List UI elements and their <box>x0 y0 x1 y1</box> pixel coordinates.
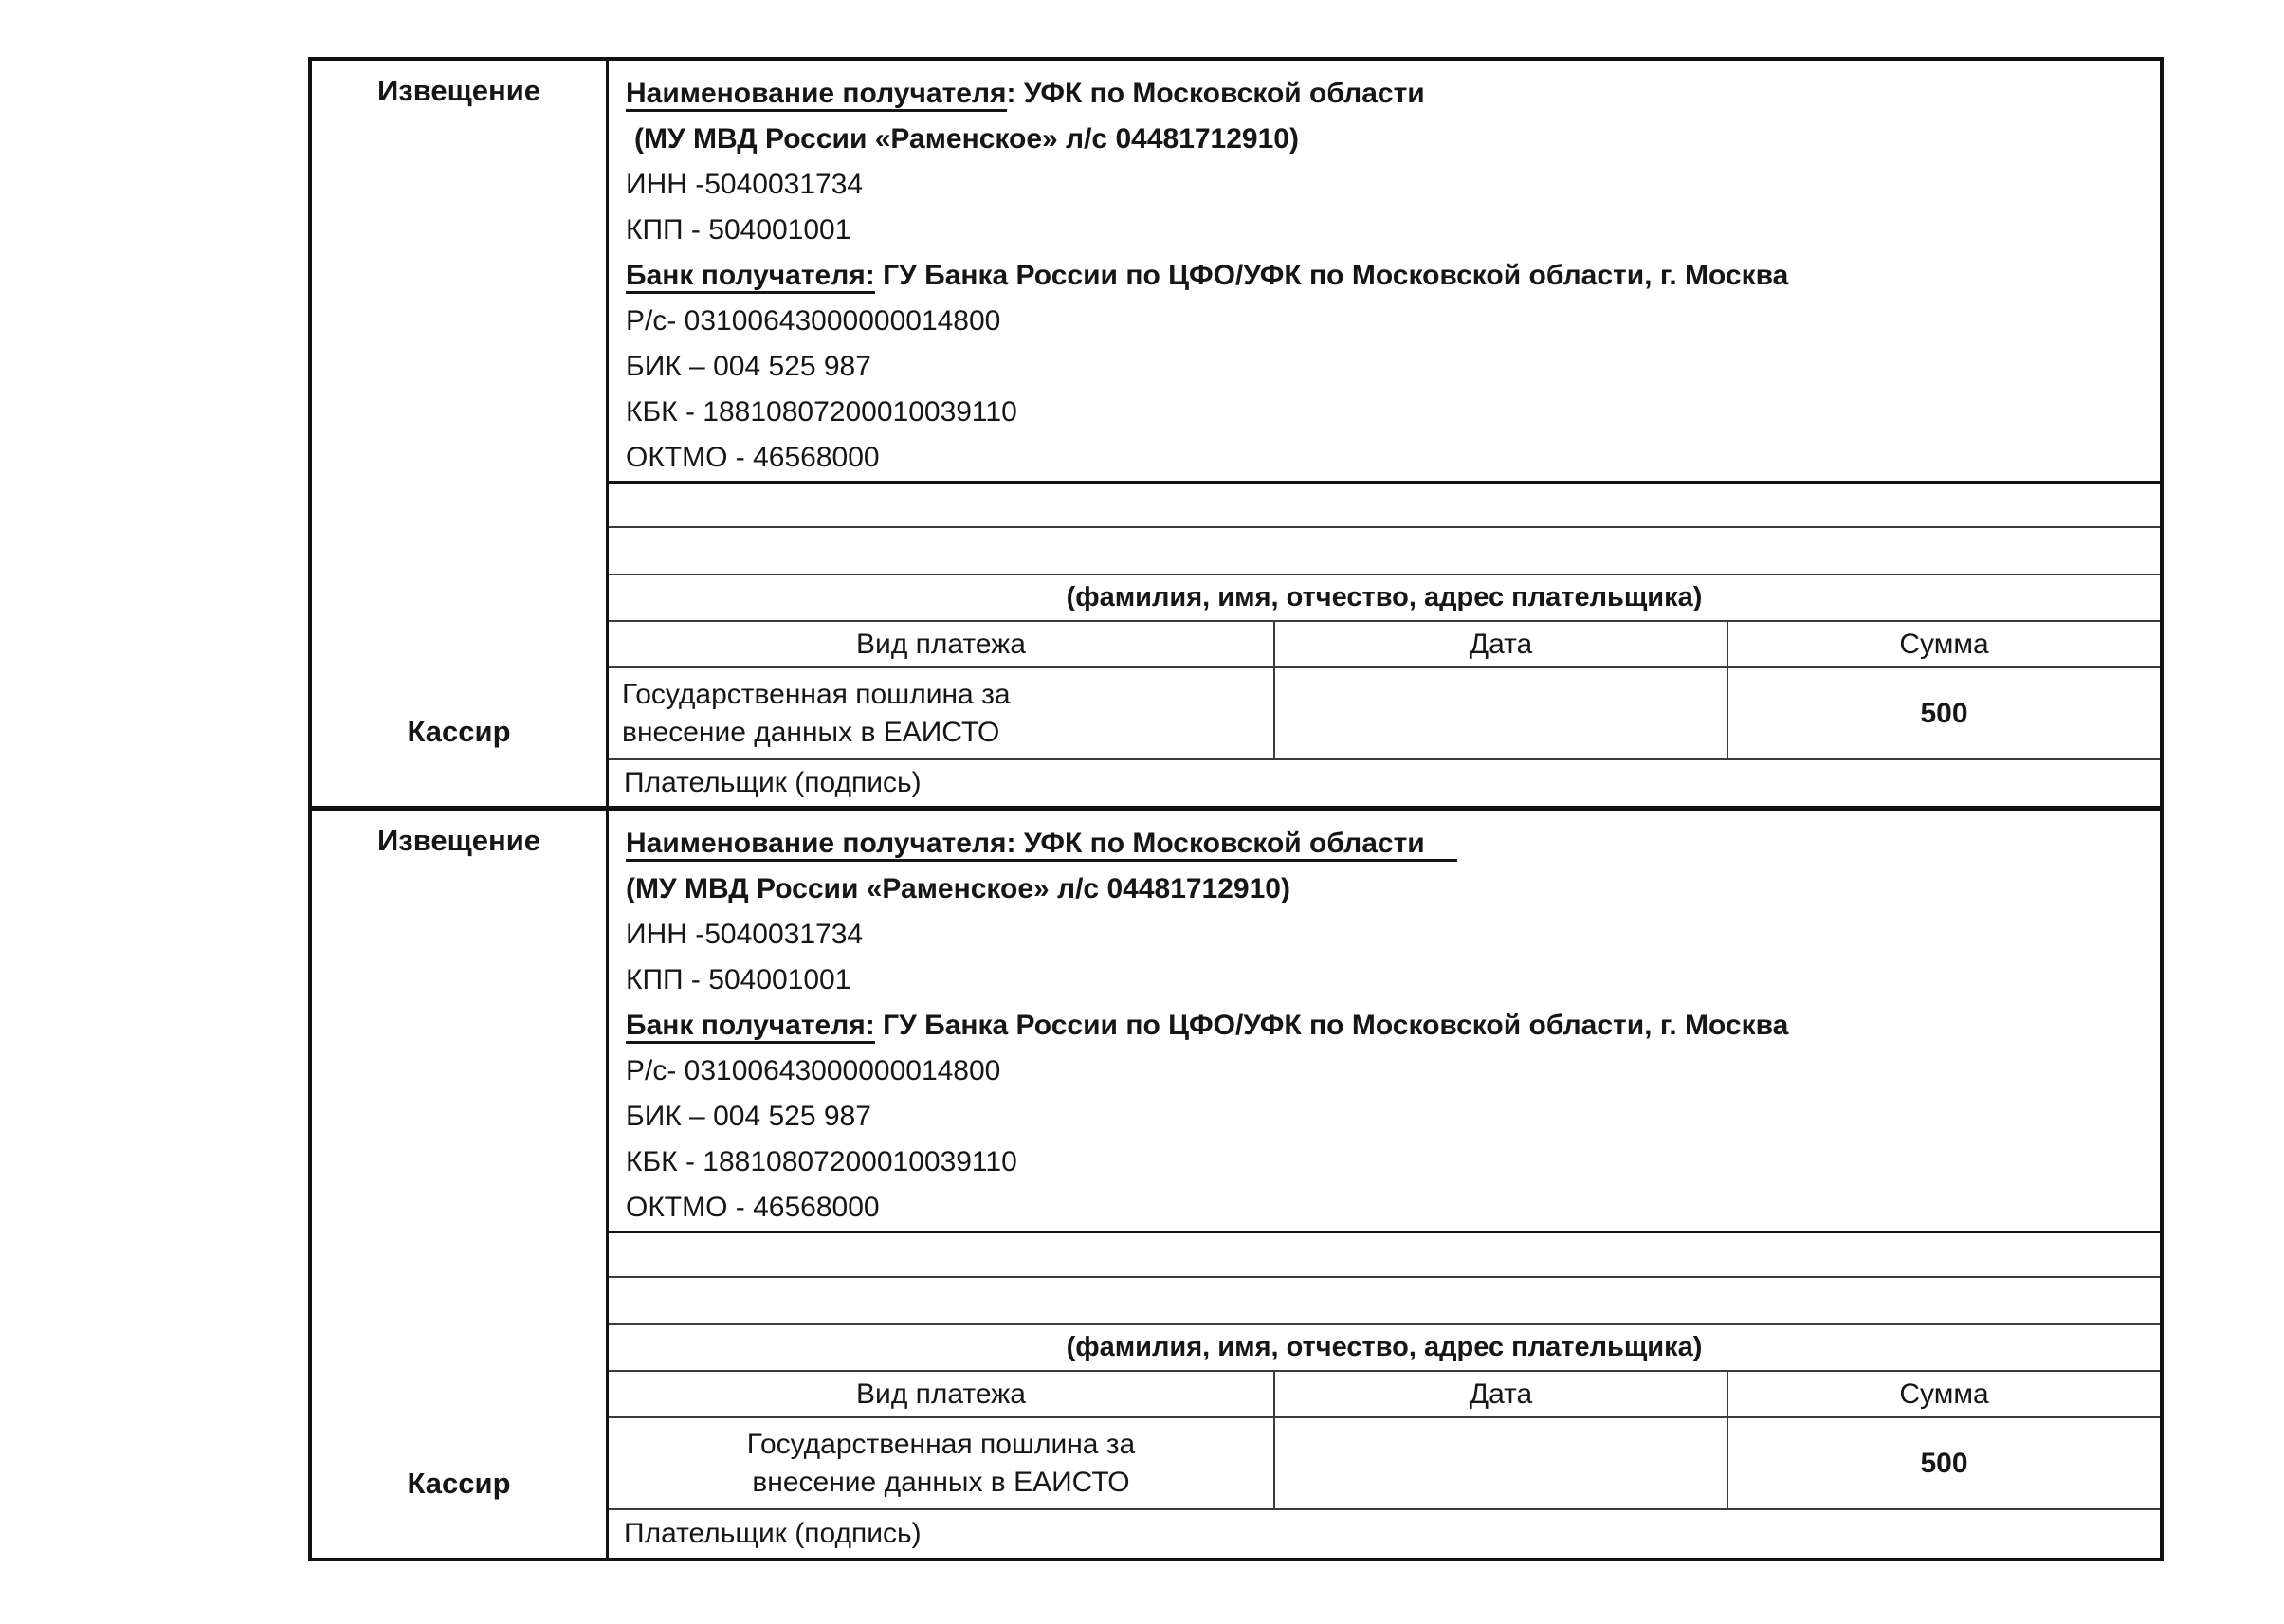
payment-row <box>609 668 2160 760</box>
oktmo-line: ОКТМО - 46568000 <box>626 442 880 473</box>
coupon-notice-1 <box>312 61 2160 811</box>
recipient-name-label: Наименование получателя: УФК по Московской области <box>626 828 1457 862</box>
col-header-amount: Сумма <box>1899 628 1989 660</box>
notice-label: Извещение <box>377 74 540 107</box>
amount-cell: 500 <box>1920 697 1968 729</box>
bank-line <box>626 1003 2137 1049</box>
coupon-2-side-labels <box>312 811 609 1558</box>
payment-row <box>609 1418 2160 1510</box>
coupon-2-body <box>609 811 2160 1558</box>
payment-form <box>308 57 2164 1561</box>
signature-label: Плательщик (подпись) <box>624 767 922 798</box>
inn-line: ИНН -5040031734 <box>626 919 864 950</box>
col-header-payment-type: Вид платежа <box>609 622 1275 666</box>
cashier-label: Кассир <box>407 715 511 748</box>
recipient-department-line: (МУ МВД России «Раменское» л/с 04481712910) <box>634 123 1299 155</box>
payment-type-line-2: внесение данных в ЕАИСТО <box>622 716 1000 748</box>
payment-type-cell <box>609 668 1275 758</box>
coupon-notice-2 <box>312 811 2160 1558</box>
payer-blank-row-1 <box>609 484 2160 528</box>
payer-signature-row <box>609 1510 2160 1558</box>
signature-label: Плательщик (подпись) <box>624 1518 922 1549</box>
payer-note: (фамилия, имя, отчество, адрес плательщика) <box>609 1325 2160 1372</box>
payment-type-line-2: внесение данных в ЕАИСТО <box>752 1466 1130 1498</box>
bik-line: БИК – 004 525 987 <box>626 1101 871 1132</box>
table-header-row <box>609 1372 2160 1418</box>
oktmo-line: ОКТМО - 46568000 <box>626 1192 880 1223</box>
bank-label: Банк получателя: <box>626 260 875 294</box>
col-header-date: Дата <box>1275 622 1728 666</box>
date-cell <box>1275 1418 1728 1508</box>
payer-signature-row <box>609 760 2160 806</box>
recipient-name-line <box>626 821 2137 867</box>
coupon-1-body <box>609 61 2160 806</box>
inn-line: ИНН -5040031734 <box>626 169 864 200</box>
payment-type-cell <box>609 1418 1275 1508</box>
kpp-line: КПП - 504001001 <box>626 964 851 995</box>
payment-type-line-1: Государственная пошлина за <box>746 1428 1136 1460</box>
payment-type-line-1: Государственная пошлина за <box>622 678 1011 710</box>
bank-value: ГУ Банка России по ЦФО/УФК по Московской области, г. Москва <box>874 1010 1789 1041</box>
bik-line: БИК – 004 525 987 <box>626 351 871 382</box>
payer-blank-row-1 <box>609 1233 2160 1278</box>
recipient-info <box>609 61 2160 484</box>
payer-blank-row-2 <box>609 528 2160 575</box>
col-header-payment-type: Вид платежа <box>609 1372 1275 1416</box>
kbk-line: КБК - 18810807200010039110 <box>626 396 1017 428</box>
recipient-department-line: (МУ МВД России «Раменское» л/с 04481712910) <box>626 873 1290 904</box>
recipient-name-line <box>626 71 2137 117</box>
kbk-line: КБК - 18810807200010039110 <box>626 1146 1017 1177</box>
kpp-line: КПП - 504001001 <box>626 214 851 246</box>
amount-cell: 500 <box>1920 1447 1968 1479</box>
date-cell <box>1275 668 1728 758</box>
recipient-name-label: Наименование получателя <box>626 78 1007 112</box>
payer-blank-row-2 <box>609 1278 2160 1325</box>
cashier-label: Кассир <box>407 1467 511 1500</box>
table-header-row <box>609 622 2160 668</box>
account-line: Р/с- 03100643000000014800 <box>626 305 1001 337</box>
bank-label: Банк получателя: <box>626 1010 875 1044</box>
account-line: Р/с- 03100643000000014800 <box>626 1055 1001 1086</box>
col-header-amount: Сумма <box>1899 1378 1989 1410</box>
notice-label: Извещение <box>377 824 540 857</box>
coupon-1-side-labels <box>312 61 609 806</box>
recipient-info <box>609 811 2160 1233</box>
bank-line <box>626 253 2137 299</box>
bank-value: ГУ Банка России по ЦФО/УФК по Московской области, г. Москва <box>874 260 1789 291</box>
payer-note: (фамилия, имя, отчество, адрес плательщика) <box>609 575 2160 622</box>
col-header-date: Дата <box>1275 1372 1728 1416</box>
recipient-name-value: : УФК по Московской области <box>1006 78 1425 109</box>
